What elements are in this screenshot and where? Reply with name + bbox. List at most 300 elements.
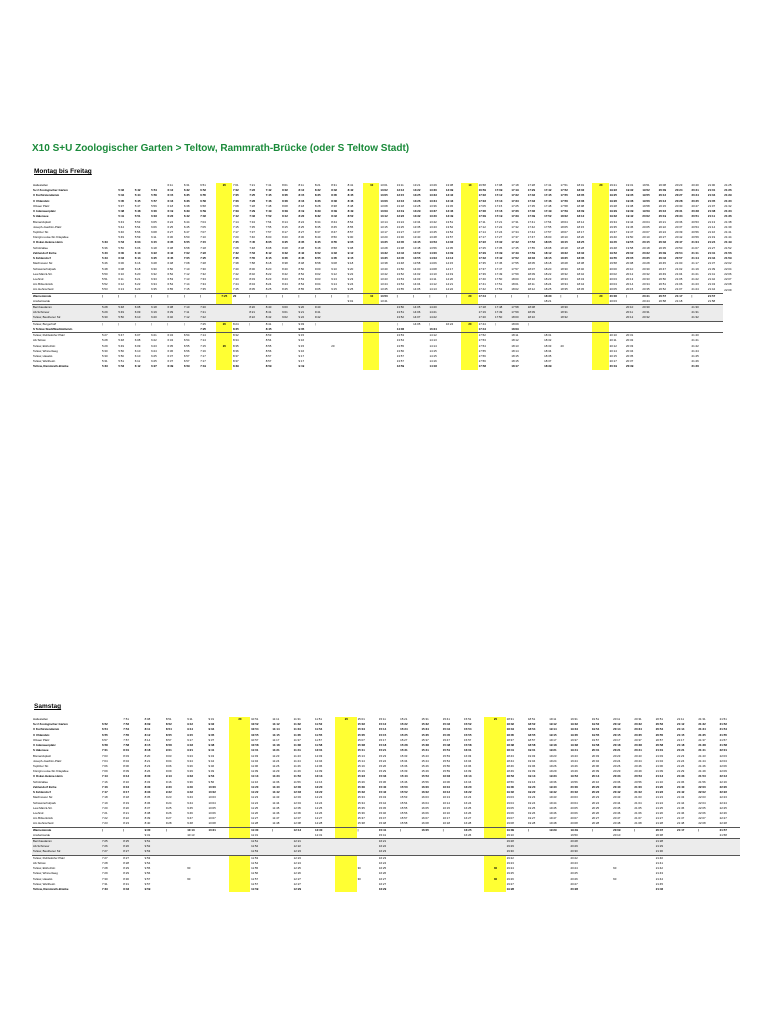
departure-time: 15:29 bbox=[378, 769, 387, 774]
departure-time: 7:23 bbox=[102, 821, 108, 826]
departure-time: 7:12 bbox=[183, 315, 199, 321]
departure-time: 19:11 bbox=[549, 717, 557, 721]
departure-time: 20:40 bbox=[691, 183, 699, 187]
departure-time: 17:05 bbox=[478, 203, 486, 208]
departure-time: 15:11 bbox=[378, 717, 386, 721]
departure-time: 13:58 bbox=[413, 261, 421, 266]
departure-time: 13:57 bbox=[396, 359, 404, 364]
departure-time: 20:57 bbox=[655, 737, 663, 742]
departure-time: 16:25 bbox=[378, 866, 387, 871]
departure-time: 6:18 bbox=[167, 203, 174, 208]
departure-time: 20:11 bbox=[609, 338, 617, 343]
departure-time: 21:51 bbox=[719, 717, 727, 721]
departure-time: 9:23 bbox=[187, 753, 193, 758]
departure-time: 12:23 bbox=[293, 849, 314, 855]
departure-time: 20:03 bbox=[591, 753, 600, 758]
departure-time: 8:25 bbox=[122, 839, 143, 845]
departure-time: 13:41 bbox=[380, 298, 388, 303]
departure-time: 13:18 bbox=[396, 203, 404, 208]
departure-time: 8:35 bbox=[233, 343, 239, 348]
departure-time: 14:02 bbox=[413, 271, 421, 276]
departure-time: 20:32 bbox=[642, 271, 650, 276]
departure-time: 17:55 bbox=[511, 261, 519, 266]
departure-time: 20:03 bbox=[570, 795, 578, 800]
departure-time: 13:39 bbox=[445, 188, 454, 193]
departure-time: 9:42 bbox=[187, 790, 193, 795]
departure-time: 19:55 bbox=[642, 193, 650, 198]
departure-time: 22:04 bbox=[719, 758, 727, 763]
departure-time: 15:08 bbox=[357, 743, 365, 748]
departure-time: 14:08 bbox=[429, 266, 437, 271]
departure-time: 22:20 bbox=[719, 784, 728, 789]
departure-time: 6:42 bbox=[167, 250, 174, 255]
departure-time: 15:33 bbox=[378, 774, 387, 779]
departure-time: 20:09 bbox=[658, 188, 667, 193]
departure-time: 7:17 bbox=[233, 229, 239, 234]
departure-time: 6:11 bbox=[134, 359, 141, 364]
departure-time: 11:24 bbox=[251, 800, 259, 805]
stop-name: Teltow, Warthestr. bbox=[33, 359, 56, 364]
departure-time: 21:28 bbox=[655, 821, 663, 826]
departure-time: 20:45 bbox=[691, 198, 699, 203]
stop-name: Lew-Marck-Str. bbox=[33, 805, 53, 810]
departure-time: 7:15 bbox=[200, 240, 207, 245]
departure-time: 10:51 bbox=[251, 717, 259, 721]
departure-time: 17:19 bbox=[478, 310, 494, 315]
departure-time: 14:05 bbox=[412, 321, 428, 327]
departure-time: | bbox=[560, 293, 576, 299]
departure-time: 20:13 bbox=[591, 774, 600, 779]
departure-time: 8:20 bbox=[248, 305, 264, 311]
departure-time: 21:37 bbox=[698, 737, 706, 742]
departure-time: 5:40 bbox=[102, 250, 108, 255]
departure-time: 20:34 bbox=[675, 214, 683, 219]
departure-time: 6:55 bbox=[183, 343, 190, 348]
departure-time: 11:04 bbox=[251, 758, 259, 763]
departure-time: 20:12 bbox=[658, 193, 667, 198]
departure-time: 22:02 bbox=[724, 261, 732, 266]
departure-time: 8:25 bbox=[282, 240, 288, 245]
departure-time: 19:47 bbox=[626, 229, 634, 234]
departure-time: 7:28 bbox=[102, 866, 108, 871]
departure-time: 8:05 bbox=[265, 240, 272, 245]
departure-time: 7:18 bbox=[102, 795, 108, 800]
departure-time: 11:55 bbox=[314, 732, 323, 737]
departure-time: 18:58 bbox=[527, 743, 536, 748]
departure-time: 6:38 bbox=[167, 245, 174, 250]
departure-time: 20:17 bbox=[613, 737, 621, 742]
departure-time: | bbox=[494, 293, 510, 299]
departure-time: 7:20 bbox=[102, 805, 108, 810]
departure-time: 11:23 bbox=[272, 753, 280, 758]
departure-time: 21:46 bbox=[677, 810, 685, 815]
departure-time: 15:46 bbox=[421, 763, 429, 768]
departure-time: 20:32 bbox=[634, 722, 642, 727]
departure-time: 16:27 bbox=[378, 881, 387, 886]
stop-name: Teplitzer Str. bbox=[33, 229, 49, 234]
departure-time: 18:25 bbox=[560, 256, 568, 261]
departure-time: 18:31 bbox=[506, 717, 514, 721]
departure-time: 20:27 bbox=[675, 193, 683, 198]
departure-time: 19:38 bbox=[626, 203, 634, 208]
departure-time: 10:13 bbox=[186, 827, 207, 833]
stop-name: Teltow, Burgerhoff bbox=[32, 321, 101, 327]
departure-time: 21:33 bbox=[677, 774, 685, 779]
departure-time: 6:13 bbox=[134, 256, 141, 261]
departure-time: 6:22 bbox=[134, 282, 141, 287]
departure-time: 9:44 bbox=[187, 800, 193, 805]
departure-time: 5:43 bbox=[118, 219, 125, 224]
stop-name: S Halensee bbox=[33, 214, 49, 219]
departure-time: 19:29 bbox=[506, 844, 527, 849]
departure-time: 10:04 bbox=[208, 800, 216, 805]
departure-time: 17:27 bbox=[495, 235, 503, 240]
departure-time: 8:12 bbox=[282, 214, 288, 219]
departure-time: 9:53 bbox=[144, 849, 165, 855]
departure-time: 22:24 bbox=[719, 800, 727, 805]
departure-time: 19:48 bbox=[549, 821, 557, 826]
departure-time: 15:21 bbox=[378, 748, 387, 753]
departure-time: 8:17 bbox=[123, 790, 130, 795]
departure-time: 20:43 bbox=[634, 753, 642, 758]
departure-time: 21:11 bbox=[677, 717, 685, 721]
departure-time: 14:06 bbox=[396, 326, 405, 331]
departure-time: 12:27 bbox=[293, 881, 301, 886]
departure-time: 12:13 bbox=[293, 827, 314, 833]
departure-time: 19:24 bbox=[527, 800, 536, 805]
departure-time: 12:20 bbox=[314, 784, 323, 789]
stop-name: Warnemünde bbox=[32, 827, 101, 833]
departure-time: 20:24 bbox=[591, 800, 600, 805]
departure-time: 15:13 bbox=[357, 753, 365, 758]
departure-time: 15:14 bbox=[378, 727, 387, 732]
departure-time: 20:25 bbox=[570, 871, 578, 876]
departure-time: 21:42 bbox=[655, 866, 663, 871]
departure-time: | bbox=[298, 293, 314, 299]
departure-time: 9:21 bbox=[187, 748, 193, 753]
departure-time: 6:35 bbox=[167, 343, 174, 348]
departure-time: 22:07 bbox=[724, 276, 732, 281]
departure-time: 16:10 bbox=[442, 784, 451, 789]
departure-time bbox=[412, 364, 428, 369]
departure-time: 13:45 bbox=[396, 256, 405, 261]
departure-time: 21:24 bbox=[655, 800, 663, 805]
departure-time: 21:42 bbox=[677, 790, 685, 795]
departure-time: 13:42 bbox=[380, 271, 388, 276]
departure-time: 22:23 bbox=[719, 795, 727, 800]
departure-time: 7:26 bbox=[249, 198, 256, 203]
section-title-weekday: Montag bis Freitag bbox=[34, 168, 92, 175]
interval-marker: 10 bbox=[461, 183, 477, 188]
departure-time: 20:09 bbox=[591, 769, 600, 774]
departure-time: 20:53 bbox=[634, 774, 642, 779]
departure-time: 9:14 bbox=[187, 727, 193, 732]
departure-time: 21:43 bbox=[655, 871, 663, 876]
departure-time: 20:12 bbox=[625, 315, 641, 321]
departure-time: 17:18 bbox=[478, 305, 494, 311]
departure-time: 18:39 bbox=[544, 364, 552, 369]
departure-time: 5:48 bbox=[102, 266, 108, 271]
departure-time: 18:32 bbox=[560, 315, 576, 321]
departure-time: 9:41 bbox=[314, 310, 330, 315]
departure-time: 20:37 bbox=[634, 737, 642, 742]
departure-time: 21:21 bbox=[677, 748, 685, 753]
departure-time: 22:25 bbox=[719, 805, 727, 810]
departure-time: 6:39 bbox=[167, 310, 183, 315]
departure-time: 7:05 bbox=[233, 193, 239, 198]
departure-time: 21:22 bbox=[655, 790, 664, 795]
departure-time: 20:33 bbox=[626, 343, 634, 348]
departure-time: 6:25 bbox=[151, 359, 157, 364]
departure-time: 8:46 bbox=[347, 198, 354, 203]
departure-time: 11:59 bbox=[251, 887, 259, 891]
departure-time: | bbox=[527, 321, 543, 327]
departure-time: 6:34 bbox=[167, 338, 174, 343]
departure-time: 9:05 bbox=[314, 287, 321, 292]
departure-time: 8:24 bbox=[265, 282, 272, 287]
departure-time: 7:57 bbox=[123, 737, 129, 742]
departure-time: 8:30 bbox=[298, 235, 305, 240]
departure-time: 20:02 bbox=[626, 250, 634, 255]
departure-time: 13:43 bbox=[380, 276, 388, 281]
departure-time: 20:50 bbox=[675, 245, 683, 250]
departure-time: 13:40 bbox=[380, 266, 388, 271]
departure-time: | bbox=[150, 321, 166, 327]
departure-time: 20:08 bbox=[658, 183, 666, 187]
stop-name: Am Hehnscheid bbox=[33, 287, 54, 292]
departure-time: 6:40 bbox=[167, 315, 183, 321]
departure-time bbox=[612, 887, 633, 892]
departure-time: 6:56 bbox=[183, 348, 190, 353]
departure-time: 8:03 bbox=[249, 276, 256, 281]
departure-time: 21:31 bbox=[691, 310, 707, 315]
departure-time: 21:05 bbox=[675, 276, 683, 281]
departure-time: 11:40 bbox=[272, 784, 280, 789]
stop-name: U Oskar-Helene-Heim bbox=[33, 240, 63, 245]
departure-time: 9:15 bbox=[298, 333, 314, 339]
departure-time: 8:57 bbox=[265, 354, 272, 358]
interval-marker: 20 bbox=[216, 344, 232, 349]
departure-time: 20:36 bbox=[613, 779, 621, 784]
departure-time: 9:00 bbox=[347, 235, 354, 240]
departure-time: 13:44 bbox=[380, 282, 388, 287]
departure-time: 15:57 bbox=[464, 737, 472, 742]
departure-time: 19:49 bbox=[570, 769, 578, 774]
departure-time: 6:51 bbox=[200, 183, 206, 187]
departure-time: 14:03 bbox=[413, 276, 421, 281]
departure-time: 12:21 bbox=[293, 839, 314, 845]
departure-time: 18:21 bbox=[544, 298, 552, 303]
departure-time: 19:54 bbox=[591, 727, 600, 732]
departure-time: 11:18 bbox=[272, 743, 280, 748]
departure-time: 17:54 bbox=[478, 343, 486, 348]
departure-time: 13:27 bbox=[396, 229, 404, 234]
departure-time: 8:31 bbox=[331, 183, 337, 187]
departure-time: 8:11 bbox=[298, 183, 304, 187]
departure-time: 5:32 bbox=[118, 188, 125, 193]
departure-time: 19:31 bbox=[570, 717, 578, 721]
departure-time: 7:08 bbox=[233, 203, 239, 208]
departure-time bbox=[357, 887, 378, 892]
departure-time: 17:49 bbox=[511, 250, 519, 255]
departure-time: 7:05 bbox=[200, 224, 206, 229]
departure-time: 15:56 bbox=[442, 763, 450, 768]
departure-time: 11:53 bbox=[250, 855, 271, 861]
departure-time: 8:22 bbox=[314, 188, 321, 193]
departure-time: 16:18 bbox=[442, 821, 450, 826]
departure-time: 8:21 bbox=[144, 758, 151, 763]
departure-time: 18:38 bbox=[576, 261, 585, 266]
departure-time: 15:27 bbox=[400, 737, 408, 742]
departure-time: 18:28 bbox=[576, 245, 585, 250]
departure-time: 18:52 bbox=[527, 722, 536, 727]
departure-time: 12:27 bbox=[314, 816, 323, 821]
departure-time: 17:45 bbox=[495, 261, 503, 266]
departure-time bbox=[207, 887, 228, 892]
departure-time: 9:23 bbox=[347, 276, 354, 281]
departure-time: 8:02 bbox=[249, 271, 256, 276]
departure-time: 19:45 bbox=[549, 805, 557, 810]
departure-time: 15:36 bbox=[378, 779, 387, 784]
departure-time: 5:35 bbox=[118, 198, 125, 203]
departure-time: 6:37 bbox=[167, 354, 174, 358]
departure-time: 8:40 bbox=[282, 266, 288, 271]
departure-time: 17:12 bbox=[478, 224, 486, 229]
departure-time: 7:28 bbox=[233, 245, 239, 250]
departure-time: 19:32 bbox=[570, 722, 578, 727]
departure-time: 5:49 bbox=[118, 235, 125, 240]
departure-time: 20:23 bbox=[570, 860, 578, 865]
departure-time: 18:15 bbox=[511, 354, 519, 358]
departure-time: 11:21 bbox=[272, 748, 280, 753]
departure-time: 20:29 bbox=[570, 844, 591, 849]
departure-time: 19:52 bbox=[642, 188, 650, 193]
departure-time: 7:41 bbox=[265, 183, 272, 187]
departure-time: 8:42 bbox=[331, 214, 338, 219]
departure-time: 9:41 bbox=[208, 748, 215, 753]
departure-time: 8:52 bbox=[298, 271, 305, 276]
departure-time: 8:38 bbox=[144, 810, 151, 815]
departure-time: 13:36 bbox=[429, 203, 437, 208]
departure-time: 17:42 bbox=[478, 287, 486, 292]
departure-time: 18:11 bbox=[510, 333, 526, 339]
departure-time: 5:53 bbox=[118, 364, 125, 369]
departure-time bbox=[560, 364, 576, 369]
departure-time: 14:12 bbox=[445, 256, 454, 261]
departure-time: | bbox=[347, 293, 363, 299]
departure-time: | bbox=[134, 293, 150, 299]
departure-time: 20:01 bbox=[591, 748, 600, 753]
departure-time: 7:15 bbox=[200, 343, 206, 348]
stop-name: Alt-Teltow bbox=[33, 860, 46, 865]
departure-time: 9:02 bbox=[331, 250, 338, 255]
departure-time: 20:10 bbox=[642, 235, 650, 240]
departure-time: 21:27 bbox=[655, 816, 663, 821]
departure-time: 6:12 bbox=[134, 364, 141, 369]
departure-time: 20 bbox=[560, 343, 564, 348]
departure-time: 6:12 bbox=[118, 282, 125, 287]
departure-time: 22:28 bbox=[719, 821, 727, 826]
departure-time: 7:20 bbox=[233, 235, 239, 240]
departure-time: 8:01 bbox=[282, 183, 288, 187]
departure-time: 20:35 bbox=[658, 245, 666, 250]
departure-time: 20:05 bbox=[570, 805, 578, 810]
departure-time: 20:04 bbox=[591, 758, 600, 763]
departure-time: 8:08 bbox=[282, 203, 288, 208]
departure-time: 7:22 bbox=[200, 250, 207, 255]
departure-time: 15:11 bbox=[357, 748, 365, 753]
departure-time: 13:48 bbox=[413, 245, 421, 250]
departure-time: 8:35 bbox=[314, 224, 321, 229]
departure-time: 18:17 bbox=[511, 364, 519, 369]
departure-time: 16:59 bbox=[478, 188, 487, 193]
departure-time: 5:50 bbox=[118, 348, 125, 353]
departure-time: 17:29 bbox=[527, 188, 536, 193]
departure-time: 17:12 bbox=[495, 193, 503, 198]
departure-time: 15:24 bbox=[400, 727, 408, 732]
departure-time: 15:44 bbox=[442, 727, 451, 732]
departure-time: 17:03 bbox=[478, 198, 487, 203]
departure-time: 8:14 bbox=[282, 219, 288, 224]
departure-time: 11:43 bbox=[293, 753, 301, 758]
departure-time: 17:40 bbox=[478, 276, 486, 281]
departure-time: 17:51 bbox=[560, 183, 568, 187]
departure-time: 6:13 bbox=[118, 287, 125, 292]
departure-time: 7:33 bbox=[102, 887, 108, 891]
departure-time: 6:10 bbox=[134, 348, 141, 353]
departure-time: 20:07 bbox=[642, 229, 650, 234]
departure-time: 15:28 bbox=[400, 743, 408, 748]
departure-time: 5:46 bbox=[118, 229, 125, 234]
departure-time: 6:42 bbox=[183, 214, 190, 219]
departure-time: 12:24 bbox=[293, 860, 301, 865]
departure-time: 17:48 bbox=[544, 203, 552, 208]
departure-time: 21:08 bbox=[634, 821, 642, 826]
departure-time: 19:24 bbox=[506, 866, 514, 871]
departure-time: 21:32 bbox=[691, 315, 707, 321]
departure-time: 20:49 bbox=[634, 769, 642, 774]
departure-time: 19:27 bbox=[527, 816, 536, 821]
departure-time: 15:05 bbox=[357, 732, 365, 737]
departure-time: 6:03 bbox=[118, 256, 125, 261]
departure-time: 21:40 bbox=[655, 855, 676, 861]
departure-time: 16:15 bbox=[442, 805, 450, 810]
departure-time: 19:29 bbox=[549, 769, 557, 774]
departure-time: 21:00 bbox=[634, 784, 642, 789]
departure-time: 19:55 bbox=[609, 256, 618, 261]
departure-time: 13:56 bbox=[429, 245, 437, 250]
departure-time: 17:57 bbox=[544, 229, 552, 234]
departure-time: 8:20 bbox=[144, 753, 151, 758]
departure-time: 16:04 bbox=[421, 800, 429, 805]
departure-time: 8:16 bbox=[123, 779, 129, 784]
departure-time: 7:27 bbox=[101, 849, 122, 855]
departure-time: 19:18 bbox=[549, 743, 557, 748]
departure-time: 20:25 bbox=[591, 805, 600, 810]
departure-time: 8:38 bbox=[331, 203, 337, 208]
departure-time: 17:44 bbox=[478, 321, 494, 327]
departure-time: 15:53 bbox=[421, 774, 429, 779]
departure-time: 7:32 bbox=[233, 250, 239, 255]
departure-time bbox=[707, 364, 723, 369]
departure-time: 11:03 bbox=[251, 753, 259, 758]
departure-time: 18:09 bbox=[527, 310, 543, 315]
departure-time: 21:06 bbox=[675, 282, 683, 287]
departure-time: 7:34 bbox=[200, 282, 206, 287]
departure-time: 21:07 bbox=[707, 203, 716, 208]
departure-time: 7:19 bbox=[200, 364, 207, 369]
departure-time: | bbox=[445, 293, 461, 299]
